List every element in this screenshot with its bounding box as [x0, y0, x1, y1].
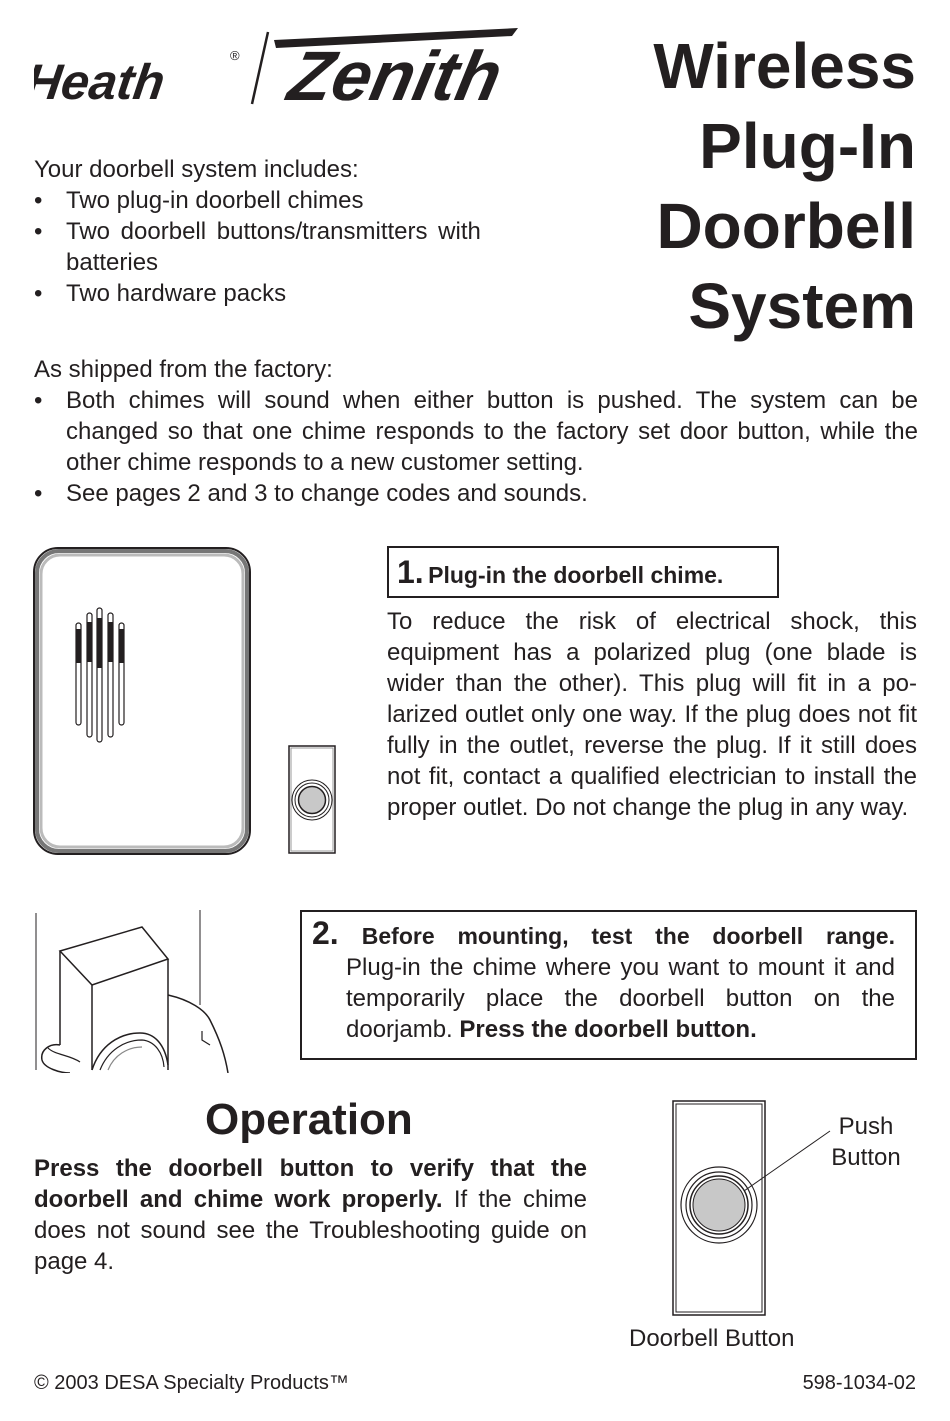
shipped-section: [34, 354, 918, 509]
chime-and-button-illustration: [30, 545, 370, 860]
operation-title: Operation: [205, 1095, 413, 1144]
brand-heath: Heath: [34, 54, 169, 110]
step-heading: Before mounting, test the doorbell range.: [361, 923, 895, 949]
step2-box: [300, 910, 917, 1060]
list-item: • Two plug-in doorbell chimes: [34, 185, 504, 216]
list-item: • See pages 2 and 3 to change codes and sounds.: [34, 478, 918, 509]
list-item: • Both chimes will sound when either button is pushed. The system can be changed so that one chime responds to the factory set door button, while the other chime responds to a new customer setting.: [34, 385, 918, 478]
brand-zenith: Zenith: [282, 36, 509, 112]
shipped-heading: As shipped from the factory:: [34, 356, 333, 383]
document-title: [653, 26, 916, 346]
title-line: Plug-In: [699, 110, 916, 182]
step-heading: Plug-in the doorbell chime.: [428, 562, 724, 588]
doorbell-button-diagram: [660, 1095, 780, 1320]
step2-text: Plug-in the chime where you want to mount it and temporarily place the doorbell button on the doorjamb.: [346, 954, 895, 1043]
includes-section: [34, 154, 504, 309]
step-number: 1.: [397, 554, 424, 590]
title-line: Doorbell: [656, 190, 916, 262]
step1-heading-box: [387, 546, 779, 598]
heath-zenith-logo: [34, 22, 554, 112]
step1-text: To reduce the risk of electrical shock, this equipment has a polarized plug (one blade is wider than the other). This plug will fit in a po-larized outlet only one way. If the plug does not fit fully in the outlet, reverse the plug. If it still does not fit, contact a qualified electrician to install the proper outlet. Do not change the plug in any way.: [387, 608, 917, 821]
step2-text-bold: Press the doorbell button.: [459, 1016, 757, 1043]
push-label-line: Button: [831, 1144, 901, 1171]
push-button-label: [826, 1111, 906, 1173]
push-label-line: Push: [838, 1113, 894, 1140]
operation-plain-text: If the chime does not sound see the Troubleshooting guide on page 4.: [34, 1186, 588, 1275]
list-item: • Two doorbell buttons/transmitters with batteries: [34, 216, 504, 278]
title-line: Wireless: [653, 30, 916, 102]
hand-holding-button-illustration: [30, 905, 240, 1073]
registered-mark: ®: [230, 48, 240, 63]
operation-bold-text: Press the doorbell button to verify that the doorbell and chime work properly.: [34, 1155, 587, 1213]
operation-text: [34, 1153, 587, 1277]
list-item: • Two hardware packs: [34, 278, 504, 309]
title-line: System: [688, 270, 916, 342]
copyright: © 2003 DESA Specialty Products™: [34, 1372, 349, 1394]
doorbell-button-caption: Doorbell Button: [629, 1325, 795, 1352]
step-number: 2.: [312, 915, 339, 951]
includes-heading: Your doorbell system includes:: [34, 156, 359, 183]
part-number: 598-1034-02: [802, 1372, 916, 1394]
